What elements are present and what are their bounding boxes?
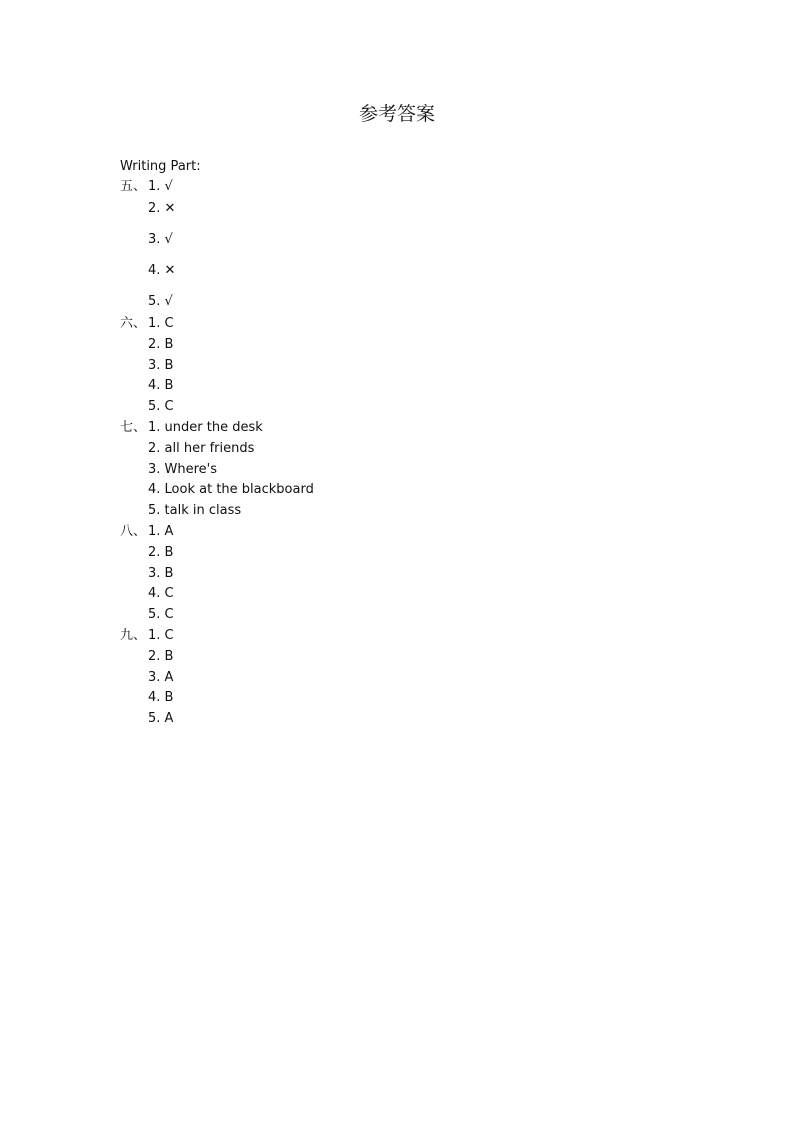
answer-text: 5. √: [148, 294, 173, 309]
answer-text: 3. B: [148, 565, 174, 581]
answer-row: [120, 356, 720, 377]
answer-row: [120, 626, 720, 647]
answer-text: 5. C: [148, 607, 174, 623]
section-label: 九、: [120, 627, 147, 643]
answer-row: [120, 439, 720, 460]
answer-text: 2. B: [148, 544, 174, 560]
section-seven: [120, 418, 720, 522]
section-label: 八、: [120, 523, 147, 539]
answer-list: [120, 157, 720, 730]
answer-text: 1. C: [148, 627, 174, 643]
answer-row: [120, 199, 720, 230]
answer-row: [120, 584, 720, 605]
answer-text: 3. B: [148, 357, 174, 373]
answer-row: [120, 564, 720, 585]
answer-text: 4. ✕: [148, 263, 176, 278]
answer-row: [120, 688, 720, 709]
page-title: 参考答案: [358, 103, 435, 125]
answer-row: [120, 480, 720, 501]
answer-row: [120, 261, 720, 292]
answer-text: 4. Look at the blackboard: [148, 482, 314, 498]
answer-row: [120, 335, 720, 356]
answer-row: [120, 230, 720, 261]
answer-row: [120, 460, 720, 481]
answer-text: 1. under the desk: [148, 419, 263, 435]
answer-row: [120, 605, 720, 626]
answer-text: 3. Where's: [148, 461, 218, 477]
answer-text: 4. C: [148, 586, 174, 602]
section-eight: [120, 522, 720, 626]
answer-text: 3. A: [148, 669, 174, 685]
section-nine: [120, 626, 720, 730]
answer-row: [120, 668, 720, 689]
answer-text: 5. C: [148, 399, 174, 415]
answer-text: 2. all her friends: [148, 440, 255, 456]
answer-text: 2. B: [148, 336, 174, 352]
section-label: 五、: [120, 179, 147, 194]
section-label: 七、: [120, 419, 147, 435]
answer-text: 4. B: [148, 690, 174, 706]
answer-row: [120, 376, 720, 397]
section-label: 六、: [120, 316, 147, 331]
answer-text: 1. √: [148, 179, 173, 194]
answer-text: 5. A: [148, 711, 174, 727]
answer-text: 1. C: [148, 316, 174, 331]
answer-row: [120, 501, 720, 522]
answer-text: 1. A: [148, 523, 174, 539]
answer-row: [120, 709, 720, 730]
answer-row: [120, 418, 720, 439]
answer-row: [120, 314, 720, 335]
answer-text: 3. √: [148, 232, 173, 247]
section-five: [120, 177, 720, 314]
answer-row: [120, 522, 720, 543]
answer-row: [120, 543, 720, 564]
answer-row: [120, 292, 720, 314]
answer-text: 2. ✕: [148, 201, 176, 216]
answer-row: [120, 177, 720, 199]
answer-row: [120, 397, 720, 418]
answer-row: [120, 647, 720, 668]
section-six: [120, 314, 720, 418]
answer-text: 5. talk in class: [148, 503, 242, 519]
answer-text: 2. B: [148, 648, 174, 664]
answer-text: 4. B: [148, 378, 174, 394]
part-heading: Writing Part:: [120, 159, 201, 174]
